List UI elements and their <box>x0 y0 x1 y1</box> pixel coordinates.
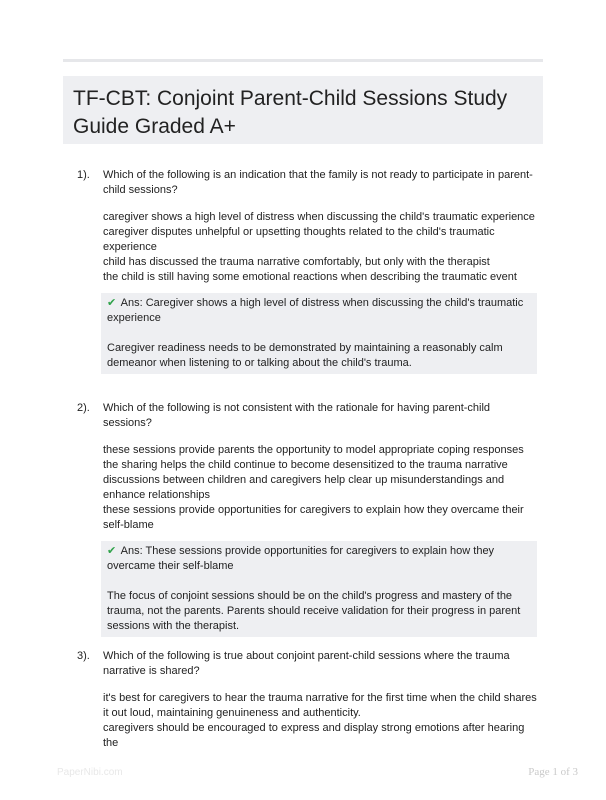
question-number: 1). <box>77 169 90 181</box>
option: it's best for caregivers to hear the trauma narrative for the first time when the child shares it out loud, maintaining genuineness and authenticity. <box>103 692 537 719</box>
page-number: Page 1 of 3 <box>528 766 578 778</box>
option-list <box>103 691 537 751</box>
option: these sessions provide opportunities for caregivers to explain how they overcame their self-blame <box>103 504 524 531</box>
check-icon: ✔ <box>107 545 117 557</box>
option-list <box>103 443 537 533</box>
option: the child is still having some emotional reactions when describing the traumatic event <box>103 271 517 283</box>
question-number: 2). <box>77 402 90 414</box>
question-1 <box>77 168 537 374</box>
option: the sharing helps the child continue to become desensitized to the trauma narrative <box>103 459 508 471</box>
answer-box <box>101 293 537 374</box>
option: caregiver disputes unhelpful or upsetting thoughts related to the child's traumatic experience <box>103 226 495 253</box>
question-text: Which of the following is not consistent with the rationale for having parent-child sessions? <box>103 402 491 429</box>
answer-explanation: The focus of conjoint sessions should be on the child's progress and mastery of the trauma, not the parents. Parents should receive validation for their progress in parent sessions with the therapist. <box>107 590 521 632</box>
option: child has discussed the trauma narrative comfortably, but only with the therapist <box>103 256 490 268</box>
question-number: 3). <box>77 650 90 662</box>
question-text: Which of the following is true about conjoint parent-child sessions where the trauma narrative is shared? <box>103 650 510 677</box>
option: caregivers should be encouraged to express and display strong emotions after hearing the <box>103 722 525 749</box>
answer-box <box>101 541 537 637</box>
footer-site: PaperNibi.com <box>57 767 123 778</box>
option: caregiver shows a high level of distress when discussing the child's traumatic experience <box>103 211 535 223</box>
option: these sessions provide parents the opportunity to model appropriate coping responses <box>103 444 524 456</box>
answer-text: Ans: Caregiver shows a high level of distress when discussing the child's traumatic experience <box>107 297 524 324</box>
answer-explanation: Caregiver readiness needs to be demonstrated by maintaining a reasonably calm demeanor when listening to or talking about the child's trauma. <box>107 342 503 369</box>
question-3 <box>77 649 537 759</box>
question-text: Which of the following is an indication that the family is not ready to participate in parent-child sessions? <box>103 169 533 196</box>
option-list <box>103 210 537 285</box>
header-rule <box>63 59 543 62</box>
question-2 <box>77 401 537 637</box>
document-title: TF-CBT: Conjoint Parent-Child Sessions Study Guide Graded A+ <box>73 87 508 138</box>
option: discussions between children and caregivers help clear up misunderstandings and enhance relationships <box>103 474 505 501</box>
answer-text: Ans: These sessions provide opportunities for caregivers to explain how they overcame their self-blame <box>107 545 495 572</box>
title-box <box>63 76 543 144</box>
check-icon: ✔ <box>107 297 117 309</box>
